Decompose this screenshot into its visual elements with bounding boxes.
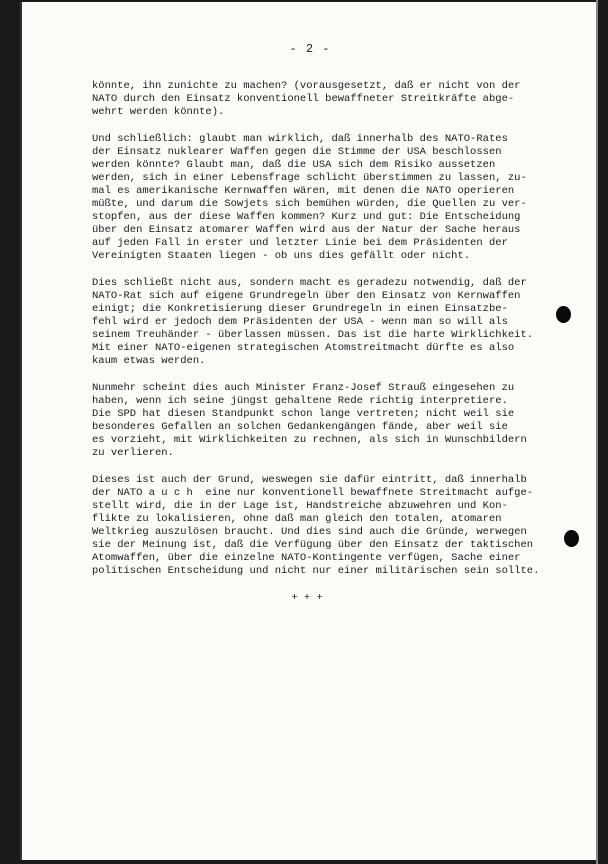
text-line: seinem Treuhänder - überlassen müssen. Das ist die harte Wirklichkeit. [92,329,534,341]
text-line: Mit einer NATO-eigenen strategischen Atomstreitmacht dürfte es also [92,342,515,354]
text-line: NATO durch den Einsatz konventionell bewaffneter Streitkräfte abge- [92,93,515,105]
document-page [20,2,598,860]
text-line: Nunmehr scheint dies auch Minister Franz-Josef Strauß eingesehen zu [92,382,515,394]
text-line: werden könnte? Glaubt man, daß die USA sich dem Risiko aussetzen [92,159,496,171]
body-text [92,80,592,605]
text-line: NATO-Rat sich auf eigene Grundregeln über den Einsatz von Kernwaffen [92,290,521,302]
text-line: kaum etwas werden. [92,355,206,367]
text-line: über den Einsatz atomarer Waffen wird aus der Natur der Sache heraus [92,224,521,236]
paragraph [92,277,592,368]
text-line: könnte, ihn zunichte zu machen? (vorausgesetzt, daß er nicht von der [92,80,521,92]
punch-hole-lower [564,530,579,547]
text-line: fehl wird er jedoch dem Präsidenten der USA - wenn man so will als [92,316,508,328]
page-edge [596,0,598,864]
text-line: haben, wenn ich seine jüngst gehaltene Rede richtig interpretiere. [92,395,508,407]
paragraph [92,382,592,460]
paragraph [92,80,592,119]
text-line: stellt wird, die in der Lage ist, Handstreiche abzuwehren und Kon- [92,500,508,512]
page-number: - 2 - [289,42,331,56]
text-line: Vereinigten Staaten liegen - ob uns dies gefällt oder nicht. [92,250,471,262]
text-line: Atomwaffen, über die einzelne NATO-Kontingente verfügen, Sache einer [92,552,521,564]
text-line: der NATO a u c h eine nur konventionell bewaffnete Streitmacht aufge- [92,487,534,499]
text-line: auf jeden Fall in erster und letzter Linie bei dem Präsidenten der [92,237,508,249]
closing-mark: + + + [291,592,323,604]
text-line: müßte, und darum die Sowjets sich bemühen würden, die Quellen zu ver- [92,198,527,210]
text-line: der Einsatz nuklearer Waffen gegen die Stimme der USA beschlossen [92,146,502,158]
text-line: mal es amerikanische Kernwaffen wären, mit denen die NATO operieren [92,185,515,197]
text-line: Weltkrieg auszulösen braucht. Und dies sind auch die Gründe, werwegen [92,526,527,538]
paragraph [92,474,592,578]
text-line: Und schließlich: glaubt man wirklich, daß innerhalb des NATO-Rates [92,133,508,145]
text-line: politischen Entscheidung und nicht nur einer militärischen sein sollte. [92,565,540,577]
text-line: flikte zu lokalisieren, ohne daß man gleich den totalen, atomaren [92,513,502,525]
text-line: besonderes Gefallen an solchen Gedankengängen fände, aber weil sie [92,421,508,433]
punch-hole-upper [556,306,571,323]
text-line: sie der Meinung ist, daß die Verfügung über den Einsatz der taktischen [92,539,534,551]
text-line: stopfen, aus der diese Waffen kommen? Kurz und gut: Die Entscheidung [92,211,521,223]
text-line: Dieses ist auch der Grund, weswegen sie dafür eintritt, daß innerhalb [92,474,527,486]
text-line: Dies schließt nicht aus, sondern macht es geradezu notwendig, daß der [92,277,527,289]
text-line: werden, sich in einer Lebensfrage schlicht überstimmen zu lassen, zu- [92,172,527,184]
paragraph [92,133,592,263]
text-line: Die SPD hat diesen Standpunkt schon lange vertreten; nicht weil sie [92,408,515,420]
text-line: es vorzieht, mit Wirklichkeiten zu rechnen, als sich in Wunschbildern [92,434,527,446]
text-line: wehrt werden könnte). [92,106,225,118]
text-line: einigt; die Konkretisierung dieser Grundregeln in einen Einsatzbe- [92,303,508,315]
text-line: zu verlieren. [92,447,174,459]
